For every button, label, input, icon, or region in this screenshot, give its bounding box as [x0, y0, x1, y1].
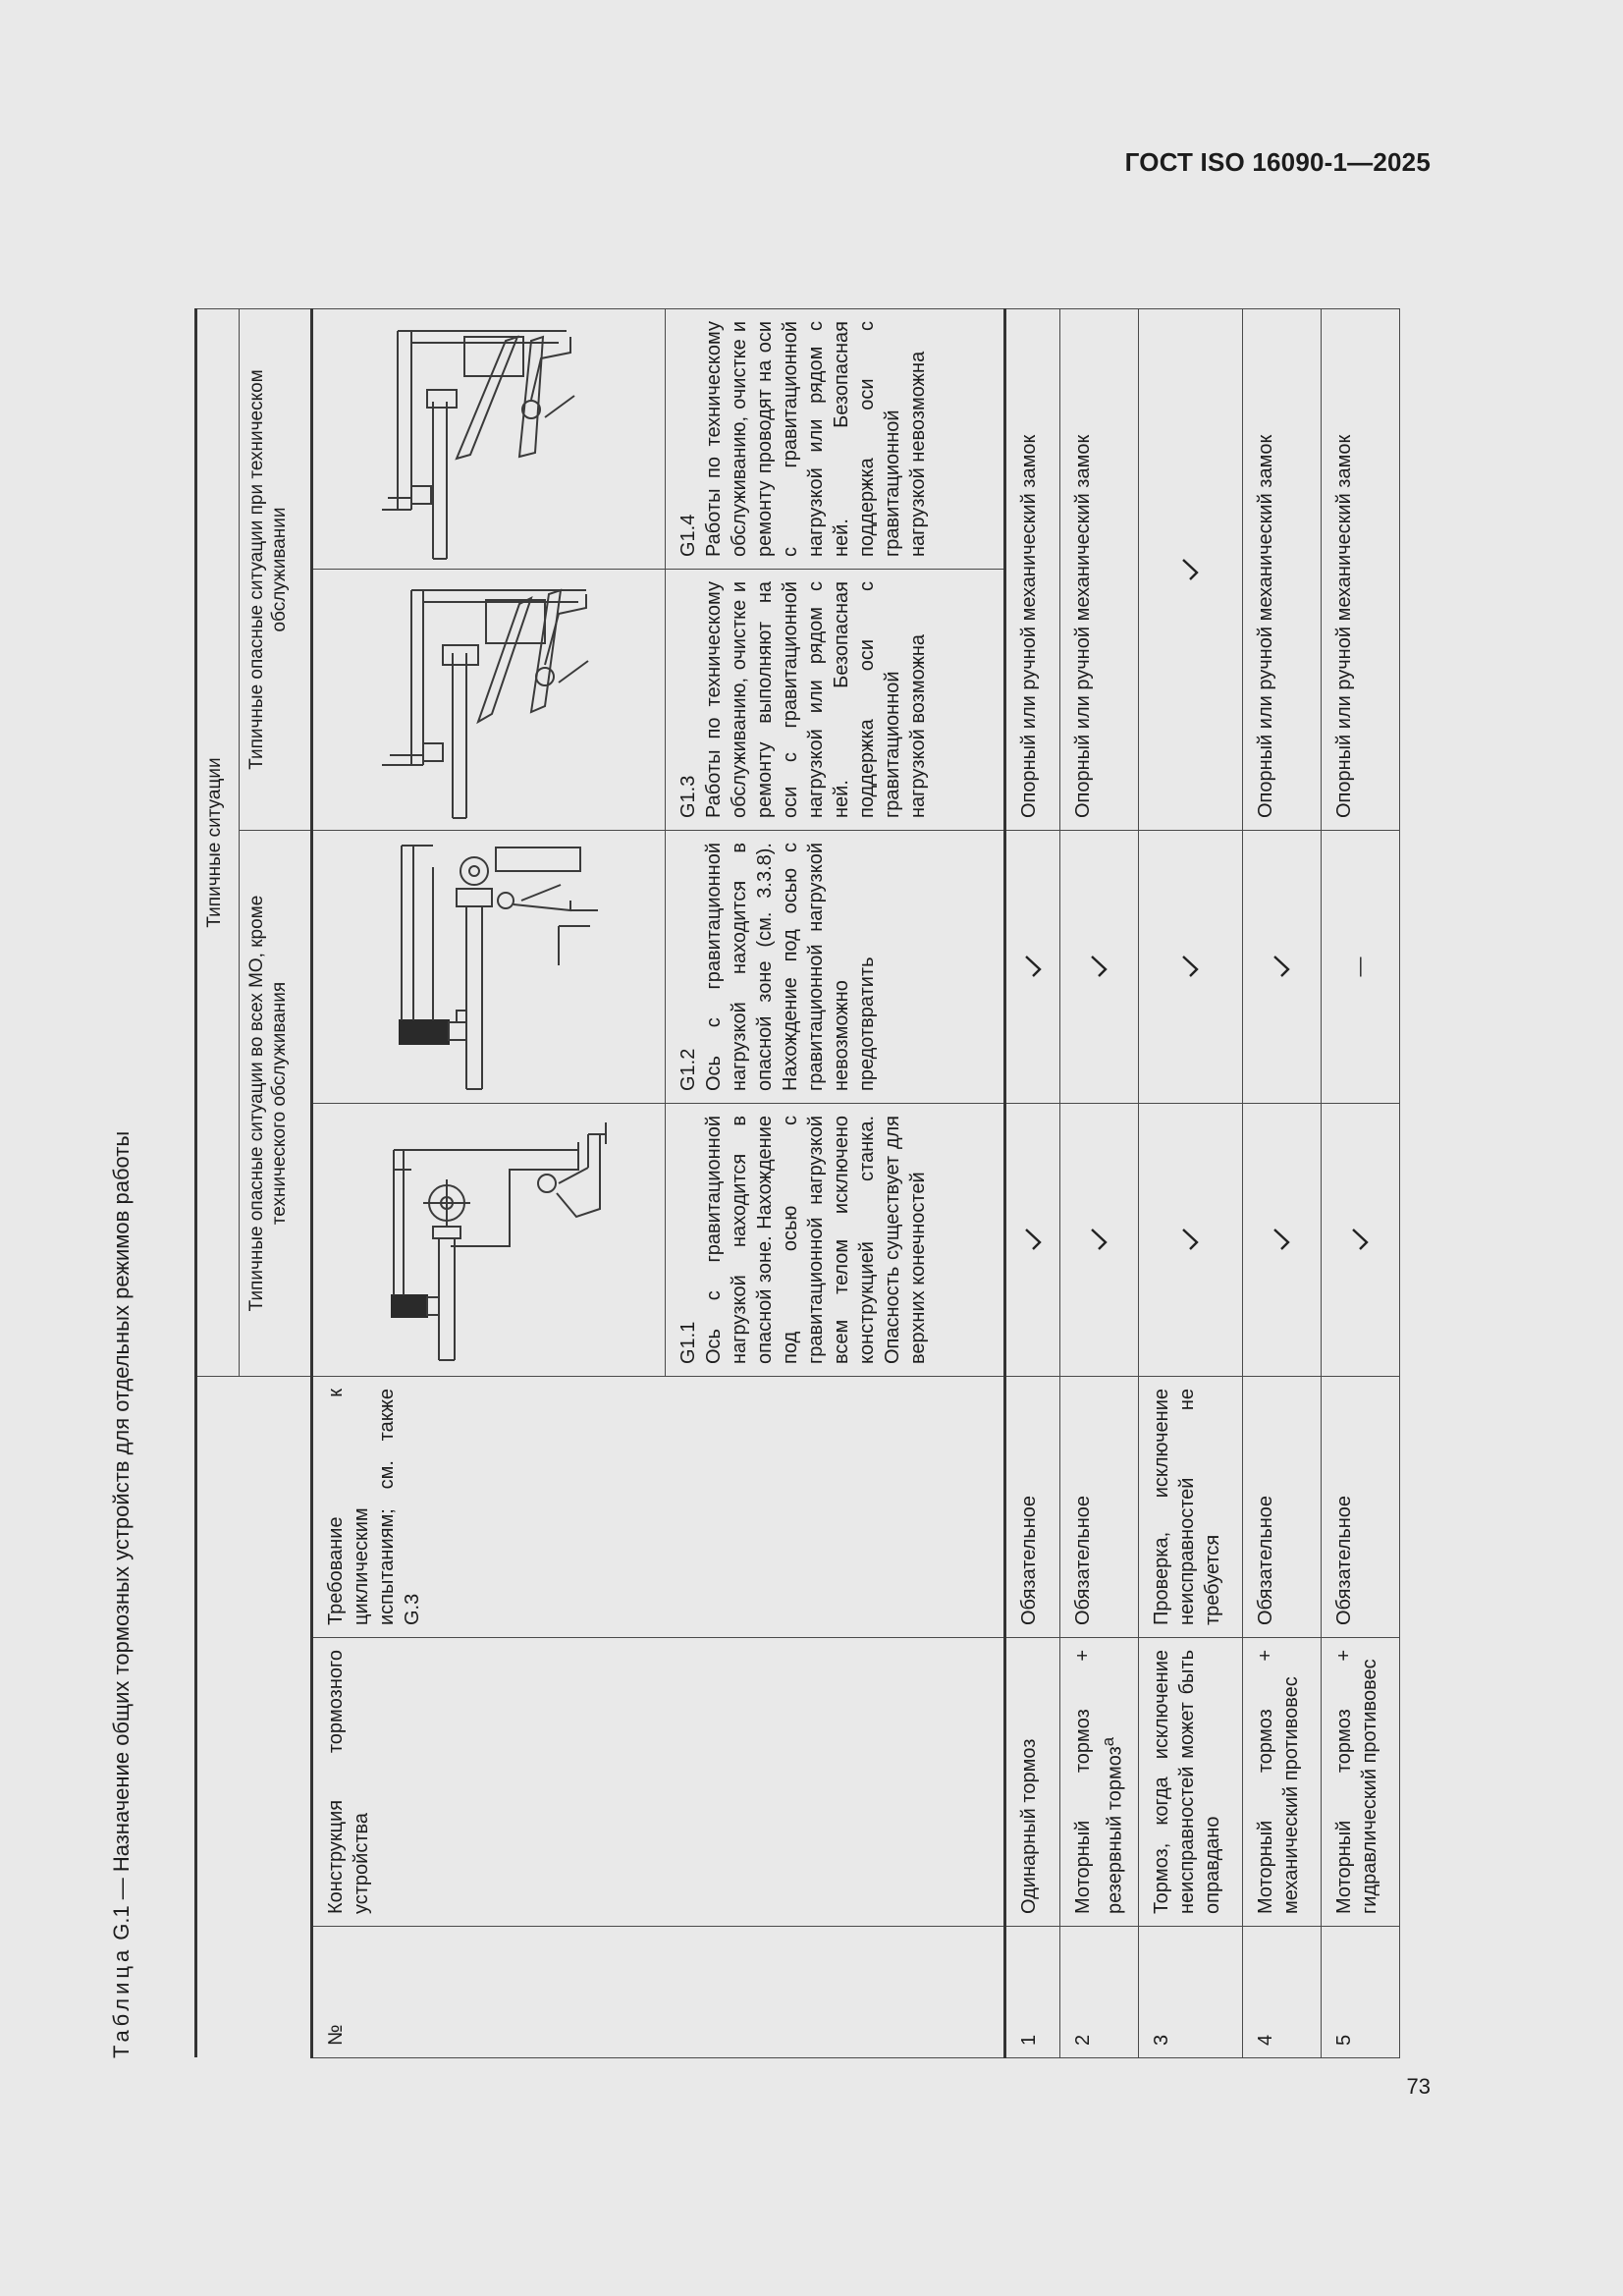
row-5-design: Моторный тормоз + гидравлический противовес [1321, 1638, 1399, 1927]
row-1-g11-check [1005, 1104, 1060, 1377]
row-1-maintenance: Опорный или ручной механический замок [1005, 309, 1060, 831]
row-3-requirement: Проверка, исключение неисправностей не требуется [1138, 1377, 1242, 1638]
table-row [1138, 309, 1242, 2058]
header-non-maintenance: Типичные опасные ситуации во всех МО, кроме технического обслуживания [240, 831, 312, 1377]
row-2-g11-check [1060, 1104, 1139, 1377]
row-1-design: Одинарный тормоз [1005, 1638, 1060, 1927]
table-row [1005, 309, 1060, 2058]
machine-maintenance-g14-icon [313, 309, 665, 569]
row-2-maintenance: Опорный или ручной механический замок [1060, 309, 1139, 831]
footnote-marker: a [1099, 1736, 1117, 1747]
row-3-no: 3 [1138, 1927, 1242, 2058]
header-maintenance: Типичные опасные ситуации при техническом обслуживании [240, 309, 312, 831]
page-number: 73 [1406, 2074, 1431, 2099]
figure-g12-cell [312, 831, 666, 1104]
row-3-design: Тормоз, когда исключение неисправностей может быть оправдано [1138, 1638, 1242, 1927]
row-4-requirement: Обязательное [1242, 1377, 1321, 1638]
row-4-g11-check [1242, 1104, 1321, 1377]
row-2-g12-check [1060, 831, 1139, 1104]
situation-g11: G1.1 Ось с гравитационной нагрузкой находится в опасной зоне. Нахождение под осью с гравитационной нагрузкой всем телом исключено конструкцией станка. Опасность существует для верхних конечностей [666, 1104, 1005, 1377]
row-3-maintenance-check [1138, 309, 1242, 831]
figure-g11-cell [312, 1104, 666, 1377]
row-3-g12-check [1138, 831, 1242, 1104]
row-2-requirement: Обязательное [1060, 1377, 1139, 1638]
check-mark-icon [1024, 1229, 1042, 1252]
row-5-requirement: Обязательное [1321, 1377, 1399, 1638]
header-typical-situations: Типичные ситуации [196, 309, 240, 1377]
situation-g14: G1.4 Работы по техническому обслуживанию, очистке и ремонту проводят на оси с гравитационной нагрузкой или рядом с ней. Безопасная поддержка оси с гравитационной нагрузкой невозможна [666, 309, 1005, 570]
row-5-g12-dash [1321, 831, 1399, 1104]
col-design-header: Конструкция тормозного устройства [312, 1638, 1005, 1927]
row-1-g12-check [1005, 831, 1060, 1104]
row-1-no: 1 [1005, 1927, 1060, 2058]
row-1-requirement: Обязательное [1005, 1377, 1060, 1638]
rotated-table-area [108, 124, 1380, 2058]
row-5-g11-check [1321, 1104, 1399, 1377]
check-mark-icon [1090, 956, 1108, 979]
caption-title: — Назначение общих тормозных устройств для отдельных режимов работы [109, 1130, 134, 1900]
row-4-maintenance: Опорный или ручной механический замок [1242, 309, 1321, 831]
check-mark-icon [1181, 1229, 1199, 1252]
row-2-design: Моторный тормоз + резервный тормоз$^a$ [1060, 1638, 1139, 1927]
check-mark-icon [1090, 1229, 1108, 1252]
check-mark-icon [1272, 956, 1290, 979]
caption-number: G.1 [109, 1905, 134, 1941]
dash-icon: — [1349, 957, 1372, 977]
situation-g12: G1.2 Ось с гравитационной нагрузкой находится в опасной зоне (см. 3.3.8). Нахождение под осью с гравитационной нагрузкой невозможно предотвратить [666, 831, 1005, 1104]
header-corner [196, 1377, 312, 2058]
machine-maintenance-g13-icon [313, 571, 665, 830]
check-mark-icon [1272, 1229, 1290, 1252]
row-3-g11-check [1138, 1104, 1242, 1377]
col-no-header: № [312, 1927, 1005, 2058]
col-requirement-header: Требование к циклическим испытаниям; см. также G.3 [312, 1377, 1005, 1638]
table-row [1242, 309, 1321, 2058]
check-mark-icon [1024, 956, 1042, 979]
machine-operator-g12-icon [313, 832, 665, 1103]
check-mark-icon [1181, 956, 1199, 979]
table-row [1060, 309, 1139, 2058]
caption-prefix: Таблица [109, 1945, 134, 2058]
check-mark-icon [1351, 1229, 1369, 1252]
machine-operator-g11-icon [313, 1105, 665, 1376]
situation-g13: G1.3 Работы по техническому обслуживанию, очистке и ремонту выполняют на оси с гравитационной нагрузкой или рядом с ней. Безопасная поддержка оси с гравитационной нагрузкой возможна [666, 570, 1005, 831]
table-caption [108, 1131, 135, 2058]
table-row [1321, 309, 1399, 2058]
row-4-g12-check [1242, 831, 1321, 1104]
row-4-design: Моторный тормоз + механический противовес [1242, 1638, 1321, 1927]
check-mark-icon [1181, 558, 1199, 581]
row-2-no: 2 [1060, 1927, 1139, 2058]
row-5-maintenance: Опорный или ручной механический замок [1321, 309, 1399, 831]
document-id: ГОСТ ISO 16090-1—2025 [1124, 147, 1431, 177]
row-4-no: 4 [1242, 1927, 1321, 2058]
figure-g13-cell [312, 570, 666, 831]
figure-g14-cell [312, 309, 666, 570]
row-5-no: 5 [1321, 1927, 1399, 2058]
brake-assignment-table [194, 308, 1400, 2058]
